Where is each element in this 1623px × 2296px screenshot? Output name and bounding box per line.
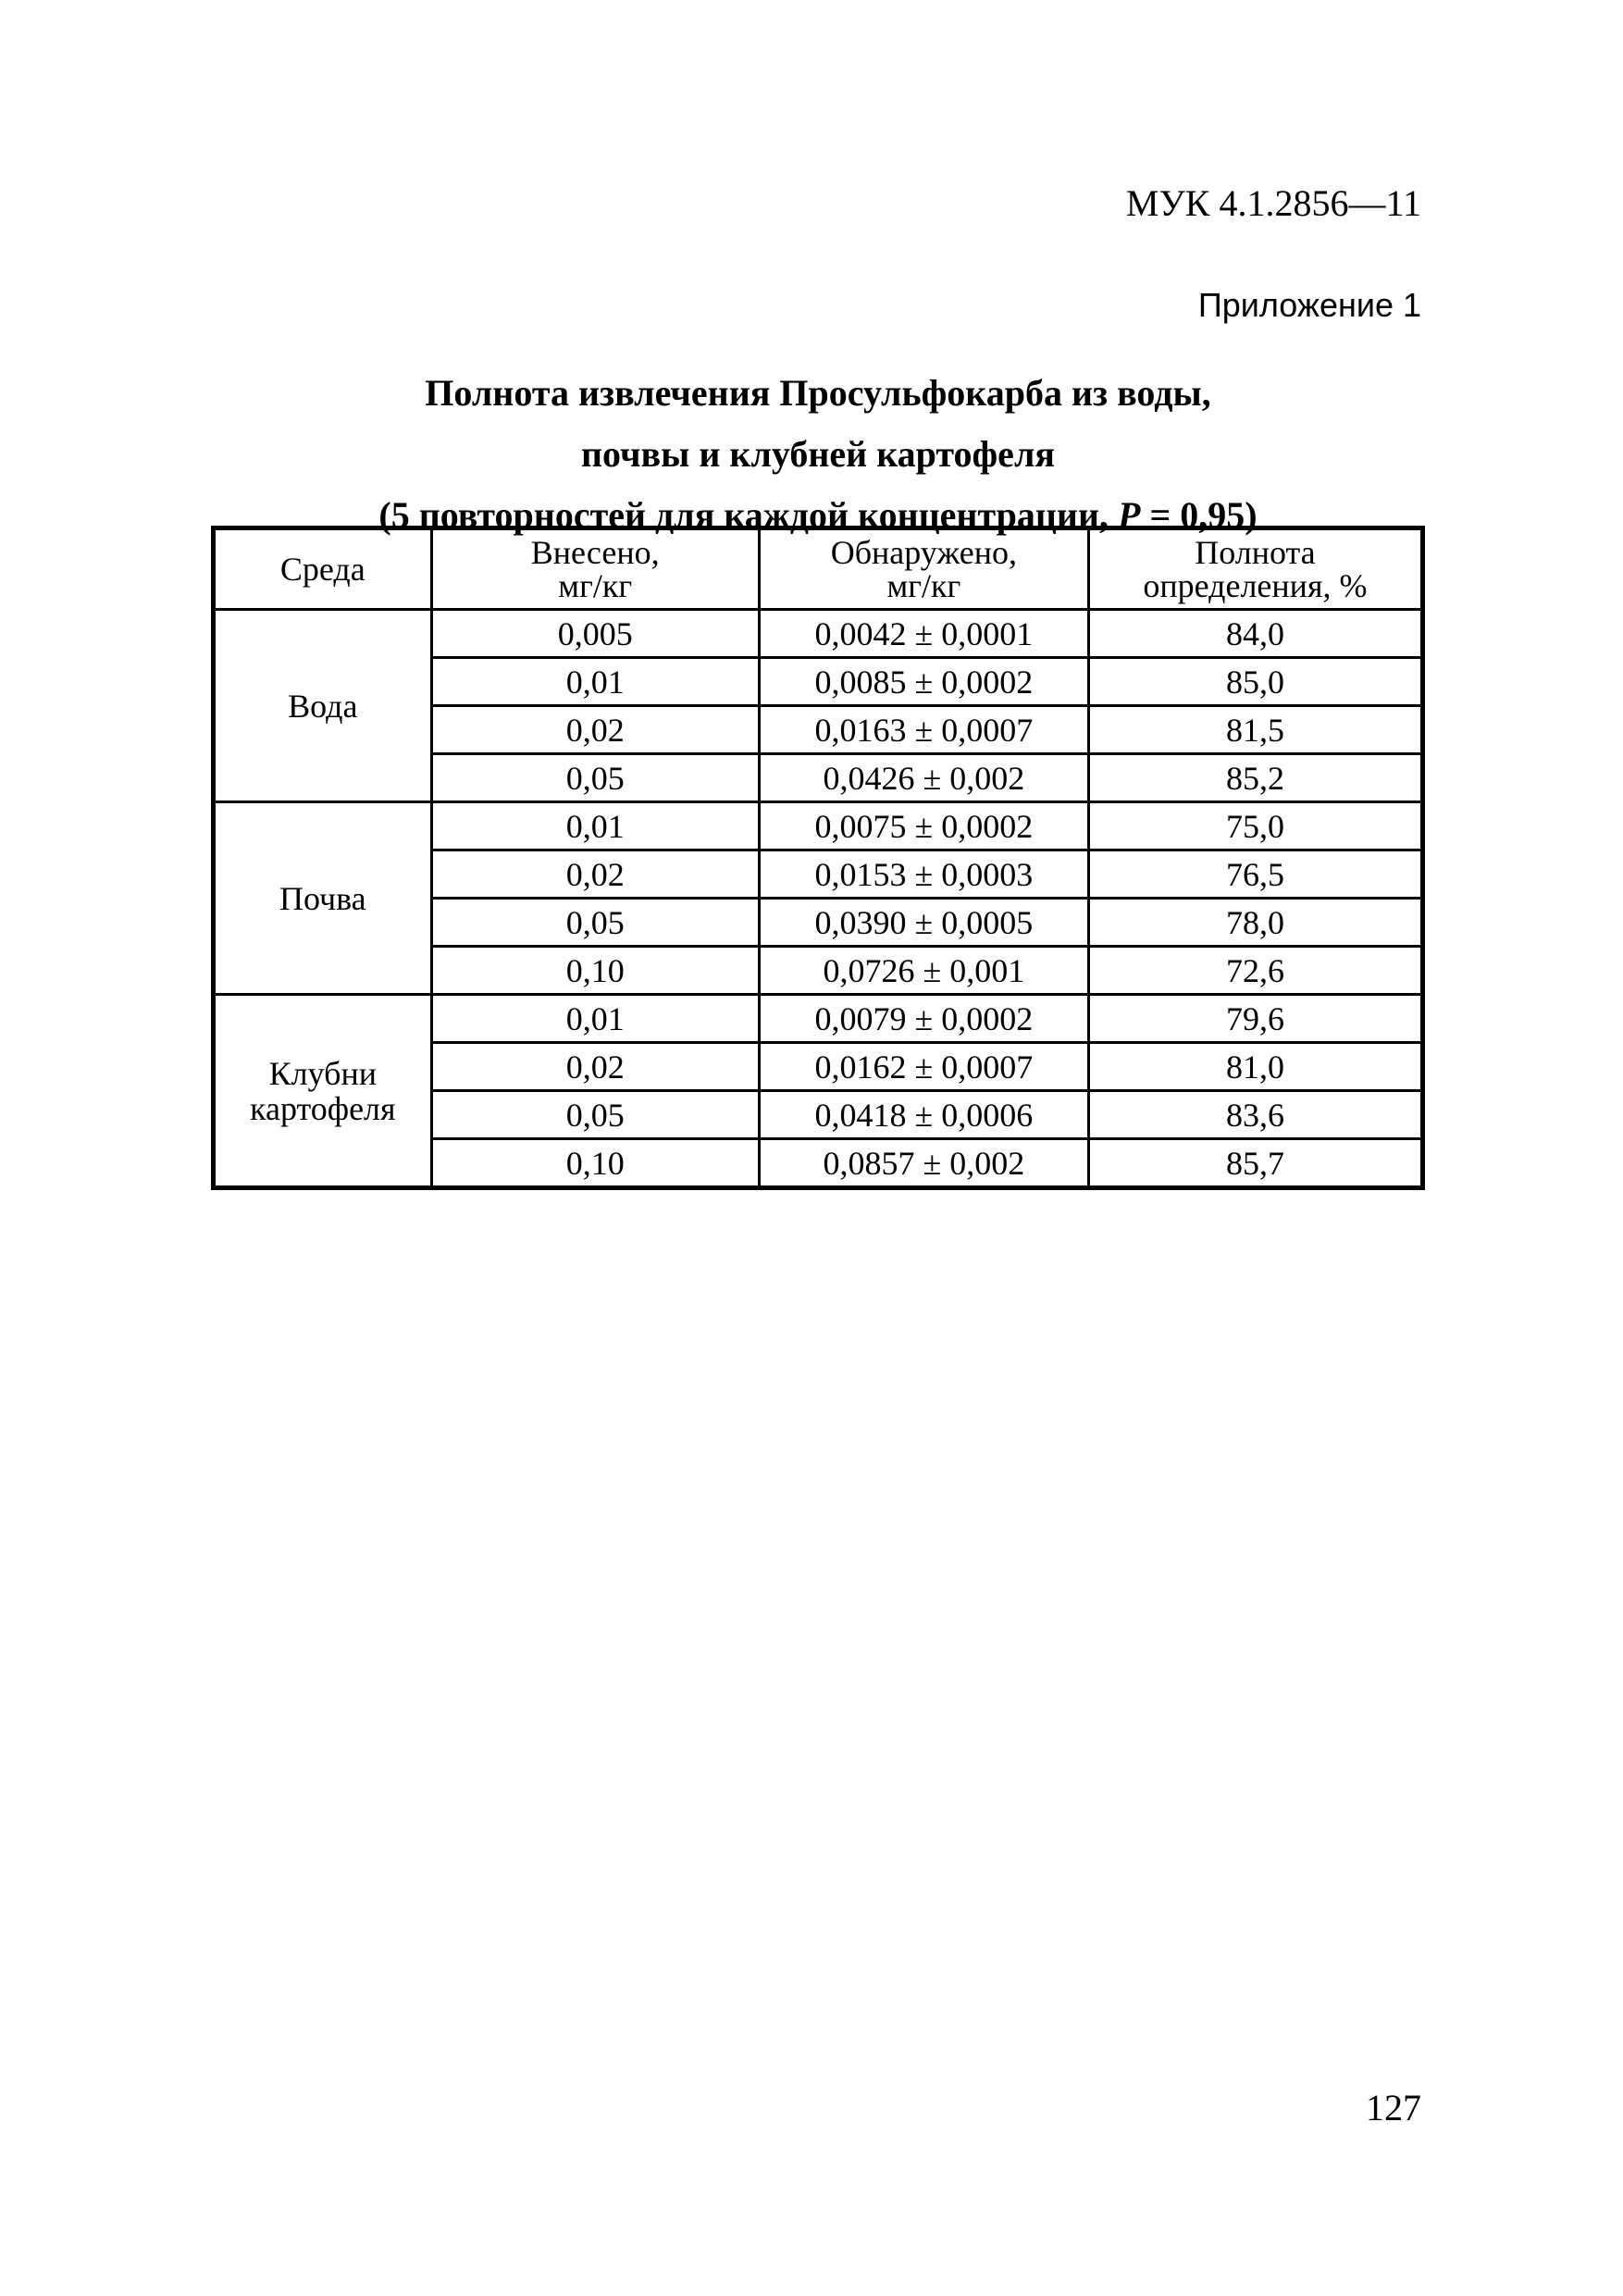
found-cell: 0,0079 ± 0,0002 [759,995,1088,1043]
table-body [214,610,1423,1188]
recovery-cell: 79,6 [1088,995,1422,1043]
table-row [214,995,1423,1043]
header-recovery: Полнота определения, % [1088,528,1422,610]
found-cell: 0,0162 ± 0,0007 [759,1043,1088,1091]
added-cell: 0,10 [431,1139,759,1188]
recovery-cell: 78,0 [1088,899,1422,947]
found-cell: 0,0726 ± 0,001 [759,947,1088,995]
header-found: Обнаружено, мг/кг [759,528,1088,610]
table-header-row [214,528,1423,610]
found-cell: 0,0042 ± 0,0001 [759,610,1088,658]
added-cell: 0,02 [431,1043,759,1091]
added-cell: 0,05 [431,754,759,802]
title-line-1: Полнота извлечения Просульфокарба из воды, [425,372,1211,414]
document-code: МУК 4.1.2856—11 [1125,182,1421,224]
medium-cell: Вода [214,610,432,802]
added-cell: 0,05 [431,899,759,947]
added-cell: 0,005 [431,610,759,658]
recovery-cell: 72,6 [1088,947,1422,995]
found-cell: 0,0085 ± 0,0002 [759,658,1088,706]
recovery-cell: 81,0 [1088,1043,1422,1091]
found-cell: 0,0418 ± 0,0006 [759,1091,1088,1139]
header-added: Внесено, мг/кг [431,528,759,610]
found-cell: 0,0163 ± 0,0007 [759,706,1088,754]
recovery-table [211,526,1425,1190]
probability-symbol: P [1118,494,1141,536]
header-medium: Среда [214,528,432,610]
added-cell: 0,10 [431,947,759,995]
recovery-cell: 85,7 [1088,1139,1422,1188]
recovery-cell: 85,0 [1088,658,1422,706]
table-title [211,363,1425,546]
added-cell: 0,01 [431,995,759,1043]
found-cell: 0,0153 ± 0,0003 [759,850,1088,899]
added-cell: 0,01 [431,658,759,706]
recovery-cell: 76,5 [1088,850,1422,899]
added-cell: 0,05 [431,1091,759,1139]
title-line-3-prefix: (5 повторностей для каждой концентрации, [378,494,1118,536]
found-cell: 0,0075 ± 0,0002 [759,802,1088,850]
appendix-label: Приложение 1 [1197,286,1421,324]
title-line-2: почвы и клубней картофеля [580,433,1056,475]
recovery-cell: 85,2 [1088,754,1422,802]
medium-cell: Клубни картофеля [214,995,432,1188]
found-cell: 0,0390 ± 0,0005 [759,899,1088,947]
recovery-cell: 75,0 [1088,802,1422,850]
added-cell: 0,02 [431,850,759,899]
found-cell: 0,0857 ± 0,002 [759,1139,1088,1188]
added-cell: 0,02 [431,706,759,754]
title-line-3-suffix: = 0,95) [1140,494,1258,536]
table-row [214,802,1423,850]
page-number: 127 [1366,2087,1421,2128]
table-row [214,610,1423,658]
medium-cell: Почва [214,802,432,995]
recovery-cell: 84,0 [1088,610,1422,658]
recovery-cell: 83,6 [1088,1091,1422,1139]
found-cell: 0,0426 ± 0,002 [759,754,1088,802]
recovery-cell: 81,5 [1088,706,1422,754]
added-cell: 0,01 [431,802,759,850]
